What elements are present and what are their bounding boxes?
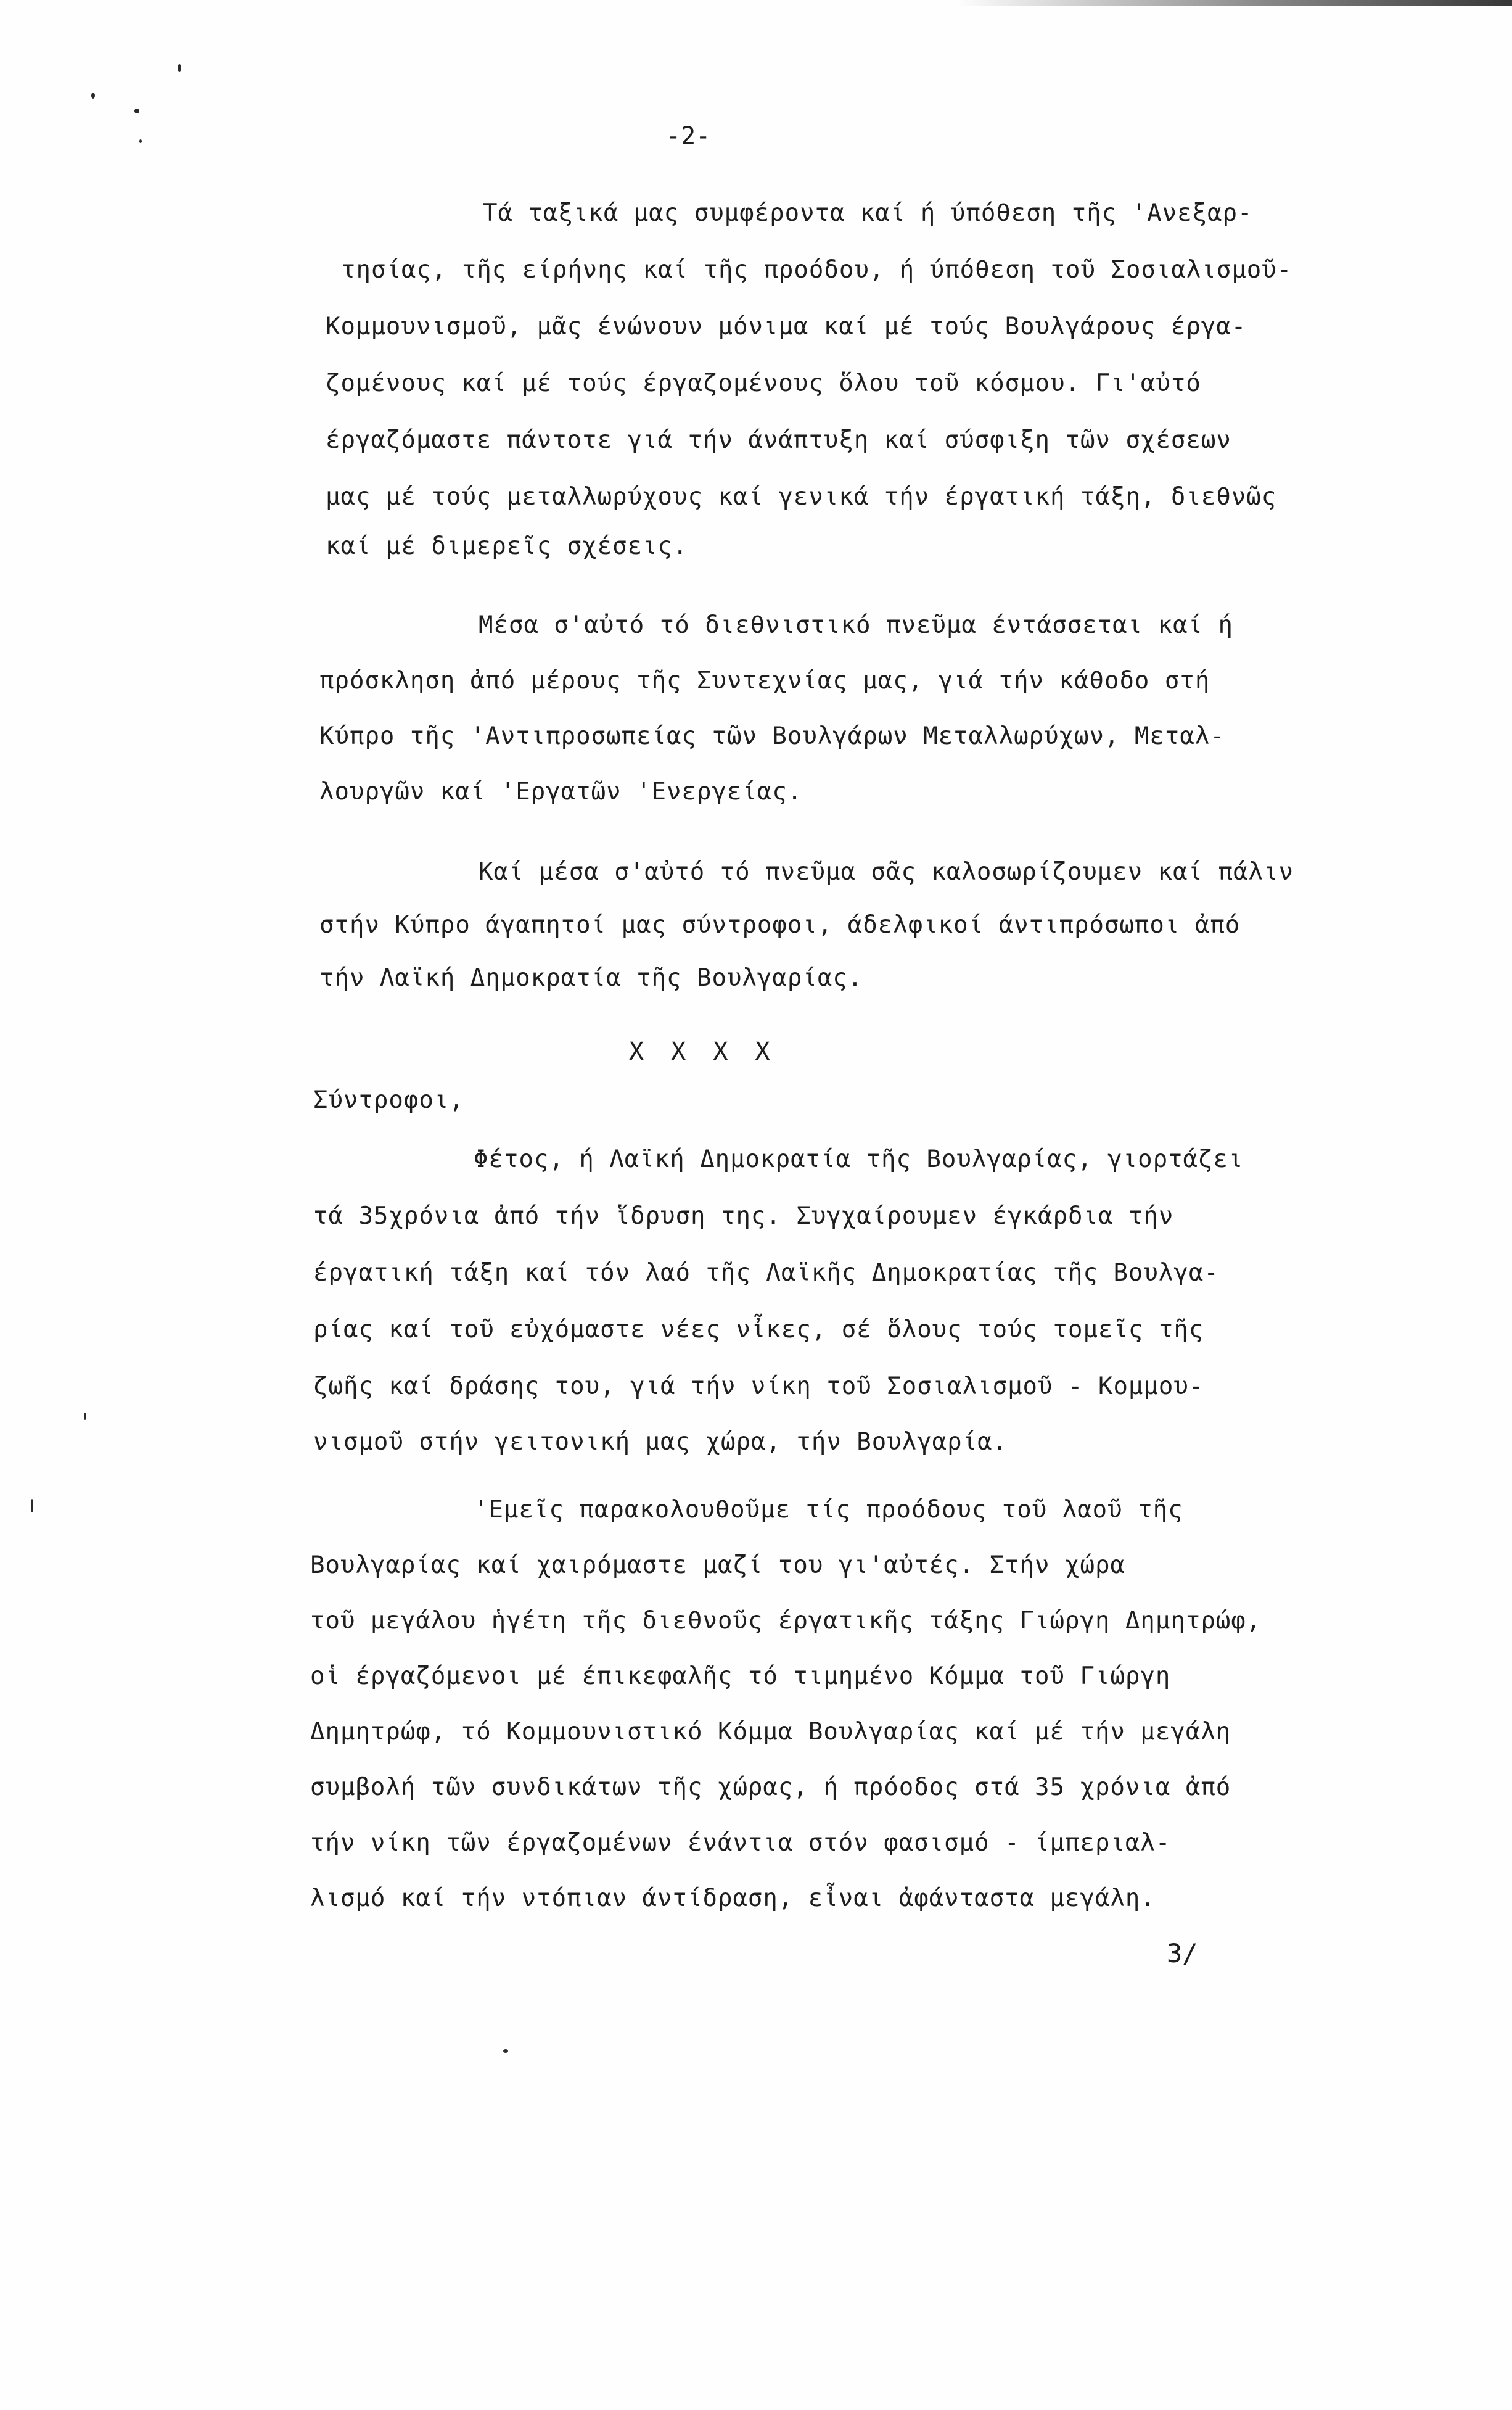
text-line: οἱ έργαζόμενοι μέ έπικεφαλῆς τό τιμημένο Κόμμα τοῦ Γιώργη [310,1662,1171,1690]
text-line: πρόσκληση ἀπό μέρους τῆς Συντεχνίας μας, γιά τήν κάθοδο στή [319,667,1210,695]
scan-edge-shadow [957,0,1512,6]
scan-speck [84,1413,86,1420]
text-line: λουργῶν καί 'Εργατῶν 'Ενεργείας. [319,778,803,806]
text-line: συμβολή τῶν συνδικάτων τῆς χώρας, ή πρόοδος στά 35 χρόνια ἀπό [310,1773,1231,1801]
text-line: λισμό καί τήν ντόπιαν άντίδραση, εἶναι ἀφάνταστα μεγάλη. [310,1884,1156,1912]
scan-speck [31,1499,33,1512]
text-line: Καί μέσα σ'αὐτό τό πνεῦμα σᾶς καλοσωρίζουμεν καί πάλιν [479,858,1294,886]
salutation: Σύντροφοι, [313,1086,464,1114]
section-separator: X X X X [629,1038,776,1066]
text-line: Κύπρο τῆς 'Αντιπροσωπείας τῶν Βουλγάρων Μεταλλωρύχων, Μεταλ- [319,722,1225,750]
scan-speck [178,64,181,72]
text-line: νισμοῦ στήν γειτονική μας χώρα, τήν Βουλγαρία. [313,1428,1008,1456]
text-line: τήν νίκη τῶν έργαζομένων ένάντια στόν φασισμό - ίμπεριαλ- [310,1829,1171,1857]
text-line: ζωῆς καί δράσης του, γιά τήν νίκη τοῦ Σοσιαλισμοῦ - Κομμου- [313,1372,1204,1400]
scan-speck [139,139,142,143]
text-line: Κομμουνισμοῦ, μᾶς ένώνουν μόνιμα καί μέ τούς Βουλγάρους έργα- [326,313,1247,340]
text-line: στήν Κύπρο άγαπητοί μας σύντροφοι, άδελφικοί άντιπρόσωποι ἀπό [319,911,1241,939]
text-line: Βουλγαρίας καί χαιρόμαστε μαζί του γι'αὐτές. Στήν χώρα [310,1551,1125,1579]
text-line: καί μέ διμερεῖς σχέσεις. [326,532,688,560]
text-line: Φέτος, ή Λαϊκή Δημοκρατία τῆς Βουλγαρίας, γιορτάζει [474,1145,1244,1173]
next-page-marker: 3/ [1167,1938,1198,1968]
text-line: τήν Λαϊκή Δημοκρατία τῆς Βουλγαρίας. [319,964,863,992]
page-number: -2- [666,122,711,151]
text-line: 'Εμεῖς παρακολουθοῦμε τίς προόδους τοῦ λαοῦ τῆς [474,1496,1183,1524]
text-line: ζομένους καί μέ τούς έργαζομένους ὅλου τοῦ κόσμου. Γι'αὐτό [326,369,1201,397]
text-line: τά 35χρόνια ἀπό τήν ἵδρυση της. Συγχαίρουμεν έγκάρδια τήν [313,1202,1174,1230]
scan-speck [503,2049,508,2053]
text-line: Δημητρώφ, τό Κομμουνιστικό Κόμμα Βουλγαρίας καί μέ τήν μεγάλη [310,1718,1231,1746]
text-line: ρίας καί τοῦ εὐχόμαστε νέες νἶκες, σέ ὅλους τούς τομεῖς τῆς [313,1316,1204,1343]
text-line: μας μέ τούς μεταλλωρύχους καί γενικά τήν έργατική τάξη, διεθνῶς [326,483,1277,511]
text-line: τοῦ μεγάλου ἡγέτη τῆς διεθνοῦς έργατικῆς τάξης Γιώργη Δημητρώφ, [310,1607,1262,1635]
text-line: τησίας, τῆς είρήνης καί τῆς προόδου, ή ύπόθεση τοῦ Σοσιαλισμοῦ- [341,256,1292,284]
text-line: Τά ταξικά μας συμφέροντα καί ή ύπόθεση τῆς 'Ανεξαρ- [483,199,1253,227]
text-line: Μέσα σ'αὐτό τό διεθνιστικό πνεῦμα έντάσσεται καί ή [479,611,1233,639]
text-line: έργαζόμαστε πάντοτε γιά τήν άνάπτυξη καί σύσφιξη τῶν σχέσεων [326,426,1231,454]
text-line: έργατική τάξη καί τόν λαό τῆς Λαϊκῆς Δημοκρατίας τῆς Βουλγα- [313,1259,1219,1287]
scan-speck [134,109,139,113]
scan-speck [91,93,95,99]
